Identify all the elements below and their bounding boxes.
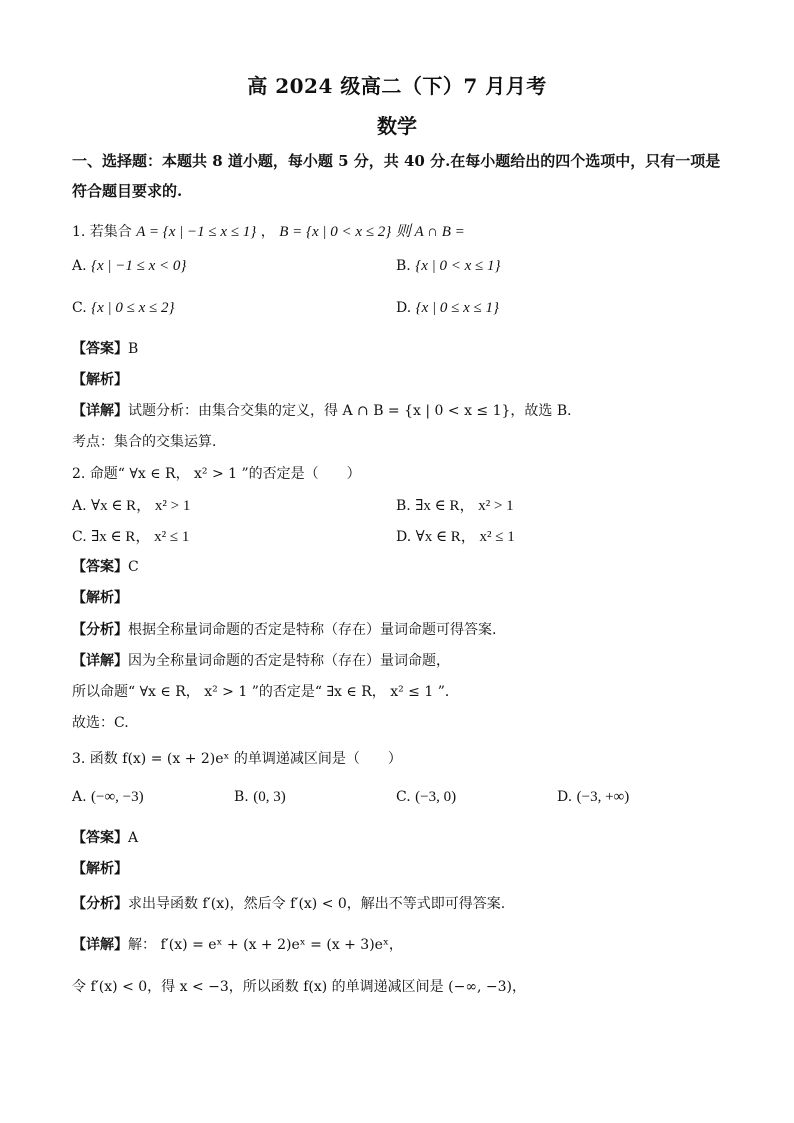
q2-detail-tag: 【详解】 [72,653,128,669]
q1-set-a: A = {x | −1 ≤ x ≤ 1} [136,224,257,240]
q2-answer-value: C [128,559,139,575]
q3-option-b-label: B. [234,789,249,805]
q2-fenxi-tag: 【分析】 [72,622,128,638]
q3-option-b-text: (0, 3) [253,789,286,805]
exam-title: 高 2024 级高二（下）7 月月考 [247,74,547,98]
q2-answer [72,556,139,576]
subject-title: 数学 [377,114,417,138]
q3-option-c [396,789,456,806]
q1-option-a [72,258,186,275]
q1-detail-text: 试题分析：由集合交集的定义，得 A ∩ B = {x | 0 < x ≤ 1}，故选 B． [128,403,582,419]
q1-detail [72,400,581,420]
q2-option-c-label: C. [72,529,87,545]
q1-set-b: B = {x | 0 < x ≤ 2} [279,224,392,240]
q1-stem [72,220,465,241]
q1-option-b-text: {x | 0 < x ≤ 1} [415,258,501,274]
q3-option-d [557,789,629,806]
q1-analysis-tag: 【解析】 [72,372,128,388]
q2-option-d-text: ∀x ∈ R， x² ≤ 1 [415,529,515,545]
q1-answer [72,338,138,358]
q3-option-c-label: C. [396,789,411,805]
q1-option-d-label: D. [396,300,412,316]
section-heading: 一、选择题：本题共 8 道小题，每小题 5 分，共 40 分.在每小题给出的四个选项中，只有一项是符合题目要求的. [72,152,721,200]
q2-answer-tag: 【答案】 [72,559,128,575]
q2-option-d-label: D. [396,529,412,545]
q2-option-a [72,494,190,515]
q1-note: 考点：集合的交集运算． [72,434,226,450]
q3-answer-value: A [128,830,139,846]
q2-option-c-text: ∃x ∈ R， x² ≤ 1 [91,529,190,545]
q1-option-b [396,258,501,275]
q3-detail-tag: 【详解】 [72,937,128,953]
q1-answer-tag: 【答案】 [72,341,128,357]
q3-option-a [72,789,144,806]
q3-option-a-label: A. [72,789,87,805]
q2-option-d [396,525,515,546]
q1-answer-value: B [128,341,139,357]
q2-option-c [72,525,189,546]
q3-option-d-text: (−3, +∞) [576,789,630,805]
q2-analysis-tag: 【解析】 [72,590,128,606]
q3-stem: 3. 函数 f(x) = (x + 2)eˣ 的单调递减区间是（ ） [72,751,402,767]
q3-fenxi [72,893,505,913]
q2-fenxi [72,619,496,639]
q2-stem: 2. 命题“ ∀x ∈ R， x² > 1 ”的否定是（ ） [72,466,361,482]
q2-option-a-label: A. [72,498,87,514]
q2-fenxi-text: 根据全称量词命题的否定是特称（存在）量词命题可得答案. [128,622,497,638]
q3-analysis-tag: 【解析】 [72,861,128,877]
q3-answer [72,827,138,847]
q3-fenxi-tag: 【分析】 [72,896,128,912]
q1-stem-prefix: 1. 若集合 [72,224,132,240]
q2-detail [72,650,450,670]
q1-separator: ， [260,224,275,240]
q1-option-c-label: C. [72,300,87,316]
q1-option-c-text: {x | 0 ≤ x ≤ 2} [91,300,175,316]
q2-detail-line2: 所以命题“ ∀x ∈ R， x² > 1 ”的否定是“ ∃x ∈ R， x² ≤ 1 ”． [72,684,459,700]
q2-option-a-text: ∀x ∈ R， x² > 1 [91,498,191,514]
q1-stem-suffix: 则 A ∩ B = [395,224,465,240]
q1-option-d [396,300,499,317]
q3-detail [72,934,403,954]
q2-conclusion: 故选：C. [72,715,129,731]
q1-option-d-text: {x | 0 ≤ x ≤ 1} [415,300,500,316]
q3-detail-line2: 令 f′(x) < 0，得 x < −3，所以函数 f(x) 的单调递减区间是 (−∞, −3)， [72,979,526,995]
q2-detail-text: 因为全称量词命题的否定是特称（存在）量词命题， [128,653,450,669]
q3-answer-tag: 【答案】 [72,830,128,846]
q3-option-d-label: D. [557,789,573,805]
q3-detail-text: 解： f′(x) = eˣ + (x + 2)eˣ = (x + 3)eˣ， [128,937,403,953]
q1-option-c [72,300,175,317]
q3-option-b [234,789,286,806]
q1-option-a-text: {x | −1 ≤ x < 0} [91,258,187,274]
q3-option-c-text: (−3, 0) [415,789,457,805]
q1-option-a-label: A. [72,258,87,274]
q2-option-b-label: B. [396,498,411,514]
q3-fenxi-text: 求出导函数 f′(x)，然后令 f′(x) < 0，解出不等式即可得答案. [128,896,506,912]
q2-option-b-text: ∃x ∈ R， x² > 1 [415,498,514,514]
q1-option-b-label: B. [396,258,411,274]
q2-option-b [396,494,514,515]
q1-detail-tag: 【详解】 [72,403,128,419]
q3-option-a-text: (−∞, −3) [91,789,144,805]
